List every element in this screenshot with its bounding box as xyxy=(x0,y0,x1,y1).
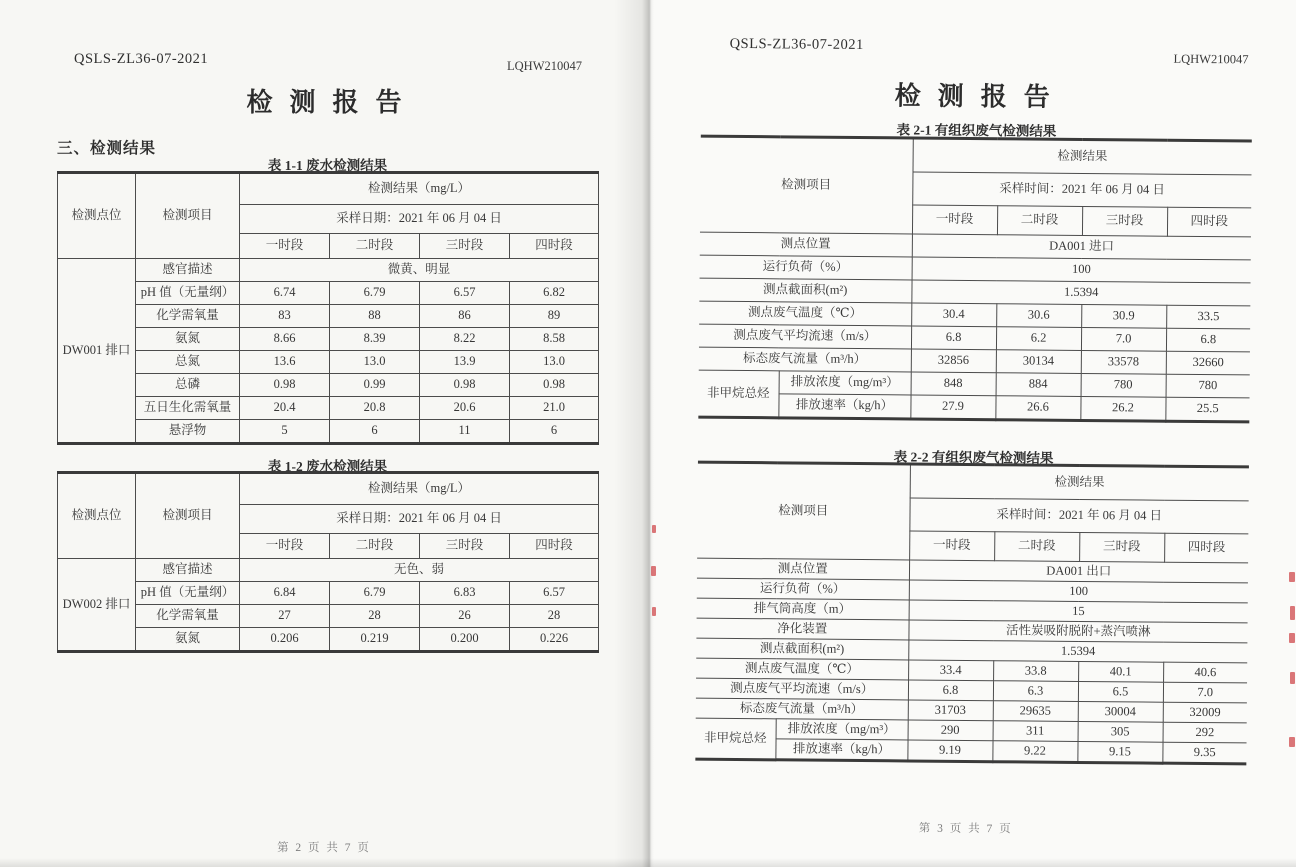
item-col-header: 检测项目 xyxy=(136,473,240,559)
result-header: 检测结果 xyxy=(913,138,1252,175)
row-label: 测点废气温度（℃） xyxy=(699,301,911,326)
period-header: 一时段 xyxy=(912,205,997,235)
item-col-header: 检测项目 xyxy=(136,173,240,259)
item-label: pH 值（无量纲） xyxy=(136,282,240,305)
table-2-1-caption: 表 2-1 有组织废气检测结果 xyxy=(896,122,1057,139)
group-label: 非甲烷总烃 xyxy=(695,718,775,760)
value-cell: 30134 xyxy=(996,350,1081,374)
value-cell: 9.35 xyxy=(1162,742,1246,764)
item-label: 总磷 xyxy=(136,374,240,397)
value-cell: 884 xyxy=(996,373,1081,397)
value-cell: 8.22 xyxy=(420,328,510,351)
item-col-header: 检测项目 xyxy=(697,462,910,560)
value-cell: 30.6 xyxy=(996,304,1081,328)
value-cell: 33.4 xyxy=(908,660,993,681)
table-1-1-caption: 表 1-1 废水检测结果 xyxy=(267,158,388,173)
section-heading: 三、检测结果 xyxy=(57,140,157,157)
value-span: 活性炭吸附脱附+蒸汽喷淋 xyxy=(908,620,1247,643)
row-label: 运行负荷（%） xyxy=(697,578,909,600)
value-cell: 26 xyxy=(420,605,510,628)
value-span: DA001 进口 xyxy=(912,234,1251,260)
period-header: 一时段 xyxy=(240,234,330,259)
point-col-header: 检测点位 xyxy=(58,173,136,259)
item-label: 化学需氧量 xyxy=(136,305,240,328)
result-header: 检测结果（mg/L） xyxy=(240,473,599,505)
value-cell: 13.0 xyxy=(330,351,420,374)
value-cell: 6.79 xyxy=(330,582,420,605)
value-cell: 13.0 xyxy=(510,351,599,374)
period-header: 三时段 xyxy=(1082,206,1167,236)
value-span: DA001 出口 xyxy=(909,560,1248,583)
row-label: 测点废气温度（℃） xyxy=(696,658,908,680)
value-cell: 6.57 xyxy=(420,282,510,305)
item-label: 五日生化需氧量 xyxy=(136,397,240,420)
value-span: 15 xyxy=(909,600,1248,623)
period-header: 三时段 xyxy=(420,534,510,559)
value-cell: 26.2 xyxy=(1080,396,1165,421)
red-ink-mark xyxy=(1290,672,1295,684)
period-header: 四时段 xyxy=(1167,207,1251,237)
value-span: 1.5394 xyxy=(908,640,1247,663)
red-ink-mark xyxy=(1290,606,1295,620)
result-header: 检测结果（mg/L） xyxy=(240,173,599,205)
sub-label: 排放浓度（mg/m³） xyxy=(779,371,911,395)
row-label: 测点截面积(m²) xyxy=(696,638,908,660)
value-cell: 0.226 xyxy=(510,628,599,652)
table-2-2-gas-results xyxy=(695,461,1249,766)
report-number: LQHW210047 xyxy=(1173,51,1249,67)
value-cell: 0.206 xyxy=(240,628,330,652)
period-header: 一时段 xyxy=(909,531,994,561)
value-cell: 6.83 xyxy=(420,582,510,605)
value-cell: 7.0 xyxy=(1163,682,1247,703)
value-cell: 28 xyxy=(330,605,420,628)
row-label: 测点截面积(m²) xyxy=(699,278,911,303)
point-col-header: 检测点位 xyxy=(58,473,136,559)
value-cell: 40.1 xyxy=(1078,661,1163,682)
value-cell: 86 xyxy=(420,305,510,328)
sample-date: 采样日期：2021 年 06 月 04 日 xyxy=(240,205,599,234)
page-number: 第 2 页 共 7 页 xyxy=(277,842,371,854)
table-1-2-wastewater-results xyxy=(57,471,599,653)
value-cell: 9.22 xyxy=(992,741,1077,763)
value-cell: 20.8 xyxy=(330,397,420,420)
value-cell: 292 xyxy=(1163,722,1247,743)
value-cell: 26.6 xyxy=(995,396,1080,421)
scan-edge-shadow xyxy=(0,858,1296,867)
value-cell: 11 xyxy=(420,420,510,444)
value-cell: 6 xyxy=(510,420,599,444)
report-title: 检测报告 xyxy=(894,81,1067,112)
period-header: 一时段 xyxy=(240,534,330,559)
value-cell: 5 xyxy=(240,420,330,444)
value-span: 1.5394 xyxy=(911,280,1250,306)
value-cell: 6.8 xyxy=(1166,328,1250,352)
report-number: LQHW210047 xyxy=(507,59,582,73)
value-cell: 33.8 xyxy=(993,661,1078,682)
value-span: 无色、弱 xyxy=(240,559,599,582)
period-header: 三时段 xyxy=(1079,532,1164,562)
value-cell: 6.84 xyxy=(240,582,330,605)
value-cell: 6.8 xyxy=(911,326,996,350)
value-cell: 305 xyxy=(1078,721,1163,742)
table-2-1-gas-results xyxy=(698,135,1251,424)
group-label: 非甲烷总烃 xyxy=(698,370,778,418)
row-label: 运行负荷（%） xyxy=(700,255,912,280)
item-col-header: 检测项目 xyxy=(700,136,913,234)
value-cell: 7.0 xyxy=(1081,327,1166,351)
item-label: 氨氮 xyxy=(136,628,240,652)
doc-code: QSLS-ZL36-07-2021 xyxy=(74,51,209,67)
value-cell: 30004 xyxy=(1078,701,1163,722)
value-cell: 27 xyxy=(240,605,330,628)
page-right-content xyxy=(642,0,1296,867)
period-header: 三时段 xyxy=(420,234,510,259)
value-cell: 13.9 xyxy=(420,351,510,374)
doc-code: QSLS-ZL36-07-2021 xyxy=(729,35,864,54)
value-cell: 20.4 xyxy=(240,397,330,420)
value-cell: 13.6 xyxy=(240,351,330,374)
value-cell: 6.5 xyxy=(1078,681,1163,702)
value-cell: 9.19 xyxy=(907,740,992,762)
value-cell: 25.5 xyxy=(1165,397,1249,422)
value-cell: 8.39 xyxy=(330,328,420,351)
red-ink-mark xyxy=(651,566,656,576)
period-header: 四时段 xyxy=(1164,533,1248,563)
value-cell: 88 xyxy=(330,305,420,328)
value-cell: 6.3 xyxy=(993,681,1078,702)
row-label: 测点废气平均流速（m/s） xyxy=(696,678,908,700)
value-cell: 83 xyxy=(240,305,330,328)
value-cell: 780 xyxy=(1166,374,1250,398)
value-cell: 30.9 xyxy=(1081,304,1166,328)
value-cell: 6.79 xyxy=(330,282,420,305)
period-header: 二时段 xyxy=(330,534,420,559)
sub-label: 排放浓度（mg/m³） xyxy=(776,719,908,740)
value-cell: 33.5 xyxy=(1166,305,1250,329)
value-cell: 21.0 xyxy=(510,397,599,420)
row-label: 净化装置 xyxy=(696,618,908,640)
row-label: 标态废气流量（m³/h） xyxy=(699,347,911,372)
value-span: 微黄、明显 xyxy=(240,259,599,282)
period-header: 四时段 xyxy=(510,534,599,559)
value-cell: 0.98 xyxy=(510,374,599,397)
sample-date: 采样日期：2021 年 06 月 04 日 xyxy=(240,505,599,534)
value-cell: 0.219 xyxy=(330,628,420,652)
sample-time: 采样时间：2021 年 06 月 04 日 xyxy=(912,172,1251,208)
value-cell: 0.98 xyxy=(240,374,330,397)
table-1-1-wastewater-results xyxy=(57,171,599,445)
item-label: 氨氮 xyxy=(136,328,240,351)
value-cell: 20.6 xyxy=(420,397,510,420)
sample-time: 采样时间：2021 年 06 月 04 日 xyxy=(909,498,1248,534)
row-label: 测点位置 xyxy=(697,558,909,580)
red-ink-mark xyxy=(652,525,656,533)
row-label: 排气筒高度（m） xyxy=(697,598,909,620)
red-ink-mark xyxy=(1289,572,1295,582)
period-header: 二时段 xyxy=(330,234,420,259)
value-cell: 8.66 xyxy=(240,328,330,351)
value-cell: 0.200 xyxy=(420,628,510,652)
value-cell: 31703 xyxy=(908,700,993,721)
value-cell: 780 xyxy=(1081,373,1166,397)
value-cell: 6.74 xyxy=(240,282,330,305)
red-ink-mark xyxy=(652,607,656,616)
period-header: 四时段 xyxy=(510,234,599,259)
table-1-2-caption: 表 1-2 废水检测结果 xyxy=(267,459,388,474)
period-header: 二时段 xyxy=(994,532,1079,562)
value-span: 100 xyxy=(912,257,1251,283)
item-label: 悬浮物 xyxy=(136,420,240,444)
value-cell: 29635 xyxy=(993,701,1078,722)
value-cell: 30.4 xyxy=(911,303,996,327)
value-cell: 0.99 xyxy=(330,374,420,397)
value-cell: 32009 xyxy=(1163,702,1247,723)
value-cell: 8.58 xyxy=(510,328,599,351)
sub-label: 排放速率（kg/h） xyxy=(778,394,910,419)
item-label: 总氮 xyxy=(136,351,240,374)
item-label: 化学需氧量 xyxy=(136,605,240,628)
value-cell: 6 xyxy=(330,420,420,444)
value-cell: 40.6 xyxy=(1163,662,1247,683)
period-header: 二时段 xyxy=(997,206,1082,236)
value-cell: 6.57 xyxy=(510,582,599,605)
row-label: 标态废气流量（m³/h） xyxy=(696,698,908,720)
result-header: 检测结果 xyxy=(910,464,1249,501)
value-cell: 33578 xyxy=(1081,350,1166,374)
value-span: 100 xyxy=(909,580,1248,603)
row-label: 测点位置 xyxy=(700,232,912,257)
item-label: 感官描述 xyxy=(136,559,240,582)
sampling-point: DW001 排口 xyxy=(58,259,136,444)
red-ink-mark xyxy=(1289,737,1295,747)
red-ink-mark xyxy=(1289,633,1295,643)
item-label: pH 值（无量纲） xyxy=(136,582,240,605)
report-title: 检测报告 xyxy=(246,88,419,117)
value-cell: 6.8 xyxy=(908,680,993,701)
value-cell: 89 xyxy=(510,305,599,328)
value-cell: 6.82 xyxy=(510,282,599,305)
value-cell: 848 xyxy=(911,372,996,396)
value-cell: 311 xyxy=(993,721,1078,742)
value-cell: 290 xyxy=(908,720,993,741)
sub-label: 排放速率（kg/h） xyxy=(775,739,907,761)
value-cell: 27.9 xyxy=(910,395,995,420)
table-2-2-caption: 表 2-2 有组织废气检测结果 xyxy=(893,449,1054,466)
item-label: 感官描述 xyxy=(136,259,240,282)
value-cell: 32856 xyxy=(911,349,996,373)
value-cell: 32660 xyxy=(1166,351,1250,375)
value-cell: 0.98 xyxy=(420,374,510,397)
sampling-point: DW002 排口 xyxy=(58,559,136,652)
value-cell: 28 xyxy=(510,605,599,628)
page-number: 第 3 页 共 7 页 xyxy=(918,822,1013,836)
row-label: 测点废气平均流速（m/s） xyxy=(699,324,911,349)
value-cell: 9.15 xyxy=(1077,741,1162,763)
page-right xyxy=(650,0,1296,867)
value-cell: 6.2 xyxy=(996,327,1081,351)
